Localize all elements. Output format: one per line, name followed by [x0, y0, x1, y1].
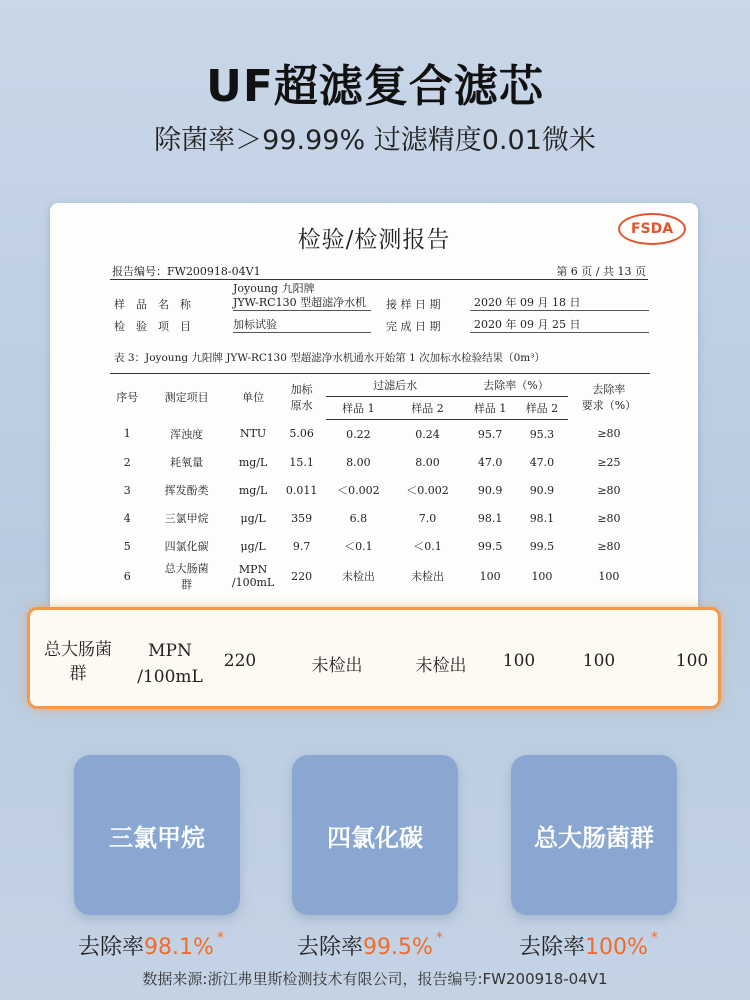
sample-name-line-1: Joyoung 九阳牌	[233, 282, 315, 295]
cell-item: 四氯化碳	[164, 540, 209, 553]
cell-raw: 220	[291, 569, 313, 583]
cell-requirement: ≥80	[597, 483, 621, 497]
table-caption: 表 3：Joyoung 九阳牌 JYW-RC130 型超滤净水机通水开始第 1 次加标水检验结果（0m³）	[114, 352, 545, 364]
test-report-document	[50, 203, 698, 618]
cell-removal-1: 95.7	[477, 427, 503, 441]
cell-removal-1: 100	[479, 569, 501, 583]
cell-removal-1: 98.1	[477, 511, 503, 525]
fsda-logo: FSDA	[618, 213, 686, 245]
cell-item: 耗氧量	[170, 456, 204, 469]
header-raw-line-2: 原水	[290, 398, 313, 412]
cell-unit: mg/L	[238, 483, 268, 497]
hl-filtered-2: 未检出	[415, 656, 467, 676]
rate-carbon-tetrachloride	[297, 930, 443, 961]
cell-item-line-2: 群	[181, 578, 193, 591]
cell-filtered-1: ＜0.002	[337, 484, 380, 497]
cell-requirement: 100	[598, 569, 620, 583]
cell-requirement: ≥25	[597, 455, 621, 469]
data-source-footer: 数据来源:浙江弗里斯检测技术有限公司，报告编号:FW200918-04V1	[142, 970, 608, 988]
table-row	[110, 476, 650, 504]
cell-filtered-1: 6.8	[349, 511, 368, 525]
header-removal: 去除率（%）	[464, 374, 568, 397]
cell-raw: 15.1	[289, 455, 314, 469]
cell-raw: 5.06	[289, 427, 314, 441]
cell-requirement: ≥80	[597, 511, 621, 525]
cell-removal-2: 98.1	[529, 511, 555, 525]
header-filtered-sample2: 样品 2	[391, 397, 464, 420]
rate-trichloromethane	[78, 930, 224, 961]
header-rule	[110, 279, 648, 280]
sampling-date-label: 接 样 日 期	[386, 298, 441, 311]
rate-label: 去除率	[297, 935, 364, 960]
hl-filtered-1: 未检出	[311, 656, 363, 676]
hl-raw: 220	[223, 651, 257, 671]
cell-unit: μg/L	[240, 539, 266, 553]
header-raw	[277, 374, 326, 420]
cell-filtered-2: 8.00	[415, 455, 440, 469]
cell-filtered-2: 未检出	[410, 570, 444, 583]
card-carbon-tetrachloride: 四氯化碳	[292, 755, 458, 915]
card-trichloromethane: 三氯甲烷	[74, 755, 240, 915]
cell-unit: NTU	[239, 427, 267, 441]
header-filtered: 过滤后水	[326, 374, 464, 397]
hl-unit	[130, 638, 210, 690]
rate-footnote-star: *	[435, 930, 443, 946]
table-row	[110, 504, 650, 532]
header-requirement	[568, 374, 650, 420]
test-item-value: 加标试验	[233, 318, 371, 333]
cell-raw: 0.011	[285, 483, 318, 497]
completion-date-label: 完 成 日 期	[386, 320, 441, 333]
cell-filtered-2: 7.0	[418, 511, 437, 525]
sample-name-line-2: JYW-RC130 型超滤净水机	[233, 296, 367, 309]
results-table	[110, 373, 650, 592]
cell-no: 2	[123, 455, 131, 469]
header-req-line-1: 去除率	[592, 382, 626, 396]
cell-removal-1: 90.9	[477, 483, 503, 497]
cell-unit	[229, 560, 278, 592]
report-number: 报告编号：FW200918-04V1	[112, 265, 261, 278]
rate-total-coliform	[519, 930, 658, 961]
test-item-label: 检 验 项 目	[114, 320, 191, 333]
cell-filtered-1: 未检出	[341, 570, 375, 583]
table-header-row	[110, 374, 650, 397]
cell-no: 1	[123, 427, 131, 441]
cell-item: 三氯甲烷	[164, 512, 209, 525]
cell-unit: μg/L	[240, 511, 266, 525]
cell-raw: 359	[291, 511, 313, 525]
cell-item-line-1: 总大肠菌	[164, 562, 209, 575]
cell-filtered-1: 8.00	[346, 455, 371, 469]
hl-unit-line-1: MPN	[148, 641, 192, 661]
cell-filtered-2: 0.24	[415, 427, 440, 441]
cell-filtered-2: ＜0.1	[413, 540, 442, 553]
cell-removal-1: 47.0	[477, 455, 503, 469]
rate-value: 98.1%	[144, 935, 214, 960]
rate-value: 99.5%	[363, 935, 433, 960]
header-filtered-sample1: 样品 1	[326, 397, 391, 420]
sample-name-value	[233, 282, 371, 311]
rate-label: 去除率	[78, 935, 145, 960]
cell-item	[145, 560, 229, 592]
highlighted-coliform-row	[27, 607, 721, 709]
cell-unit-line-2: /100mL	[231, 576, 275, 589]
cell-filtered-1: ＜0.1	[344, 540, 373, 553]
hl-removal-2: 100	[582, 651, 616, 671]
cell-unit-line-1: MPN	[238, 563, 268, 576]
header-no: 序号	[110, 374, 145, 420]
sampling-date-value: 2020 年 09 月 18 日	[470, 296, 649, 311]
cell-filtered-2: ＜0.002	[406, 484, 449, 497]
cell-filtered-1: 0.22	[346, 427, 371, 441]
header-item: 测定项目	[145, 374, 229, 420]
hl-unit-line-2: /100mL	[137, 667, 203, 687]
sample-name-label: 样 品 名 称	[114, 298, 191, 311]
cell-item: 浑浊度	[170, 427, 204, 441]
cell-removal-2: 90.9	[529, 483, 555, 497]
cell-removal-2: 100	[531, 569, 553, 583]
header-removal-sample1: 样品 1	[464, 397, 516, 420]
page-title: UF超滤复合滤芯	[206, 61, 544, 112]
header-req-line-2: 要求（%）	[581, 398, 637, 412]
table-row	[110, 560, 650, 592]
rate-footnote-star: *	[650, 930, 658, 946]
header-raw-line-1: 加标	[290, 382, 313, 396]
rate-footnote-star: *	[216, 930, 224, 946]
cell-requirement: ≥80	[597, 539, 621, 553]
table-row	[110, 420, 650, 449]
cell-item: 挥发酚类	[164, 484, 209, 497]
hl-item	[38, 638, 118, 686]
cell-removal-2: 99.5	[529, 539, 555, 553]
header-removal-sample2: 样品 2	[516, 397, 568, 420]
cell-raw: 9.7	[292, 539, 311, 553]
cell-removal-1: 99.5	[477, 539, 503, 553]
cell-no: 3	[123, 483, 131, 497]
table-row	[110, 532, 650, 560]
hl-requirement: 100	[675, 651, 709, 671]
cell-requirement: ≥80	[597, 427, 621, 441]
completion-date-value: 2020 年 09 月 25 日	[470, 318, 649, 333]
cell-removal-2: 47.0	[529, 455, 555, 469]
rate-label: 去除率	[519, 935, 586, 960]
cell-no: 6	[123, 569, 131, 583]
cell-removal-2: 95.3	[529, 427, 555, 441]
hl-removal-1: 100	[502, 651, 536, 671]
header-unit: 单位	[229, 374, 278, 420]
rate-value: 100%	[585, 935, 648, 960]
page-subtitle: 除菌率＞99.99% 过滤精度0.01微米	[154, 125, 596, 156]
cell-no: 5	[123, 539, 131, 553]
hl-item-line-2: 群	[69, 664, 87, 684]
card-total-coliform: 总大肠菌群	[511, 755, 677, 915]
report-title: 检验/检测报告	[297, 227, 451, 253]
table-row	[110, 448, 650, 476]
hl-item-line-1: 总大肠菌	[44, 640, 112, 660]
cell-no: 4	[123, 511, 131, 525]
cell-unit: mg/L	[238, 455, 268, 469]
page-number: 第 6 页 / 共 13 页	[556, 265, 646, 278]
